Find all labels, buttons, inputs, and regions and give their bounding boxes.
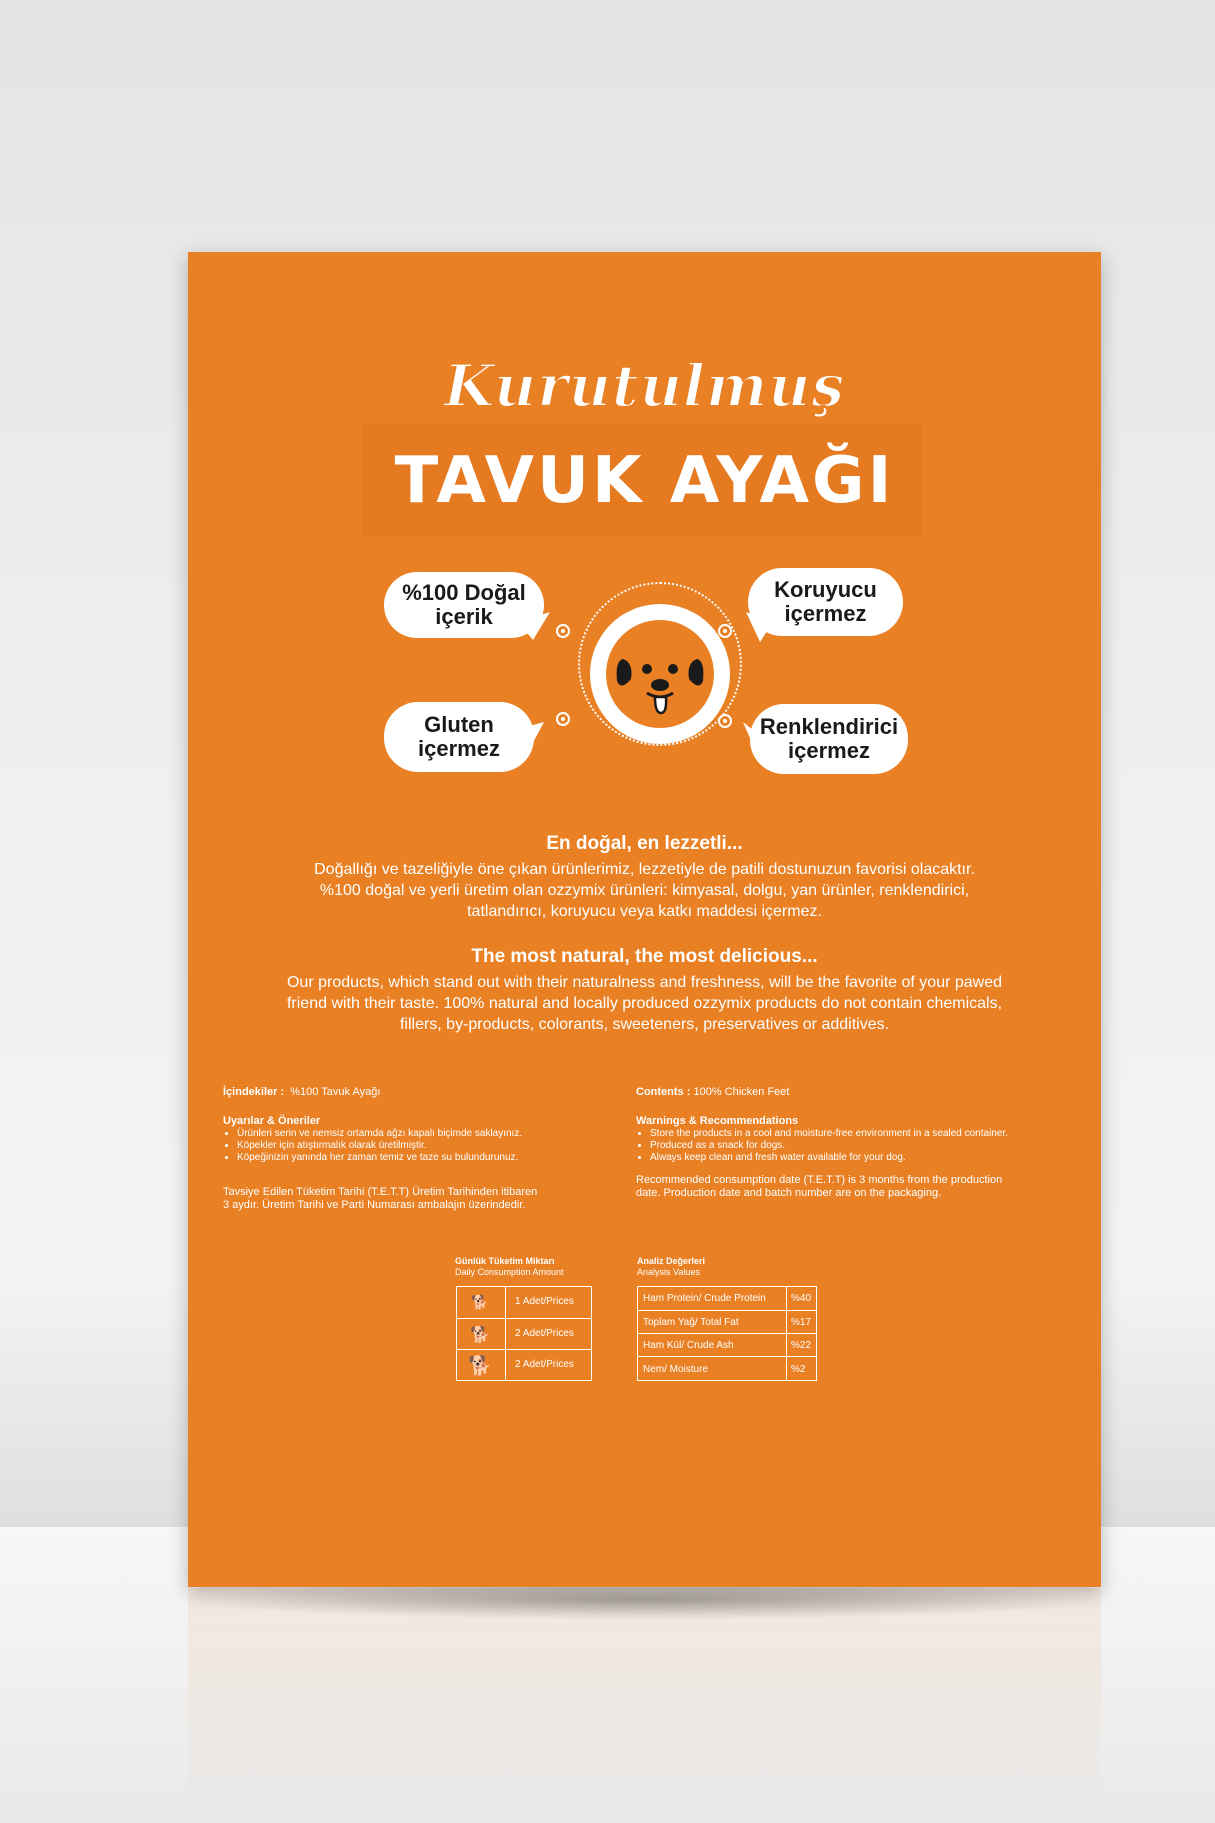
connector-dot-tr <box>718 624 732 638</box>
turkish-line: tatlandırıcı, koruyucu veya katkı maddesi içermez. <box>467 903 822 920</box>
expiry-en-line1: Recommended consumption date (T.E.T.T) is 3 months from the production <box>636 1174 1003 1186</box>
list-item: • Always keep clean and fresh water available for your dog. <box>650 1152 1010 1164</box>
analysis-value: %17 <box>791 1317 812 1328</box>
expiry-en-line2: date. Production date and batch number are on the packaging. <box>636 1187 942 1199</box>
table-row <box>457 1318 591 1349</box>
feature-natural-line2: içerik <box>435 604 493 629</box>
consumption-title: Günlük Tüketim Miktarı <box>455 1256 555 1266</box>
table-row <box>638 1310 816 1333</box>
connector-dot-tl <box>556 624 570 638</box>
analysis-title-block <box>637 1256 797 1278</box>
bubble-tails <box>188 252 1101 852</box>
table-row <box>457 1287 591 1318</box>
table-row <box>638 1333 816 1356</box>
turkish-line: %100 doğal ve yerli üretim olan ozzymix ürünleri: kimyasal, dolgu, yan ürünler, renklendirici, <box>319 882 970 899</box>
list-item: • Köpekler için atıştırmalık olarak üretilmiştir. <box>237 1140 613 1152</box>
analysis-value: %2 <box>791 1364 806 1375</box>
script-title: Kurutulmuş <box>443 352 846 420</box>
turkish-line: Doğallığı ve tazeliğiyle öne çıkan ürünlerimiz, lezzetiyle de patili dostunuzun favorisi olacaktır. <box>314 861 975 878</box>
expiry-tr-line2: 3 aydır. Üretim Tarihi ve Parti Numarası ambalajın üzerindedir. <box>223 1199 526 1211</box>
turkish-heading: En doğal, en lezzetli... <box>546 833 743 854</box>
analysis-label: Ham Protein/ Crude Protein <box>643 1293 766 1304</box>
analysis-title: Analiz Değerleri <box>637 1256 706 1266</box>
feature-colorant-line2: içermez <box>788 738 870 763</box>
english-heading: The most natural, the most delicious... <box>471 946 818 967</box>
dog-small-icon: 🐕 <box>471 1294 489 1310</box>
analysis-value: %40 <box>791 1293 812 1304</box>
list-item: • Produced as a snack for dogs. <box>650 1140 1010 1152</box>
analysis-subtitle: Analysis Values <box>637 1267 700 1277</box>
main-title: TAVUK AYAĞI <box>394 444 895 518</box>
connector-dot-bl <box>556 712 570 726</box>
list-item: • Köpeğinizin yanında her zaman temiz ve taze su bulundurunuz. <box>237 1152 613 1164</box>
dog-large-icon: 🐕 <box>468 1356 492 1377</box>
warnings-title-en: Warnings & Recommendations <box>636 1115 799 1127</box>
contents-line <box>636 1086 1076 1099</box>
english-line: Our products, which stand out with their naturalness and freshness, will be the favorite of your pawed <box>286 974 1003 991</box>
contents-value: 100% Chicken Feet <box>693 1086 790 1098</box>
feature-natural-line1: %100 Doğal <box>402 580 526 605</box>
consumption-table <box>456 1286 592 1381</box>
consumption-subtitle: Daily Consumption Amount <box>455 1267 564 1277</box>
ingredients-value: %100 Tavuk Ayağı <box>290 1086 381 1098</box>
right-info <box>636 1086 1076 1200</box>
table-row <box>638 1287 816 1310</box>
consumption-cell: 2 Adet/Prices <box>515 1328 574 1339</box>
feature-preservative-line1: Koruyucu <box>774 577 877 602</box>
left-info <box>223 1086 613 1212</box>
dog-face-icon <box>605 619 715 729</box>
table-row <box>457 1349 591 1380</box>
english-paragraph <box>218 972 1071 1035</box>
analysis-label: Nem/ Moisture <box>643 1364 709 1375</box>
list-item: • Store the products in a cool and moisture-free environment in a sealed container. <box>650 1128 1010 1140</box>
analysis-value: %22 <box>791 1340 812 1351</box>
ingredients-label: İçindekiler : <box>223 1086 285 1098</box>
turkish-paragraph <box>218 859 1071 922</box>
connector-dot-br <box>718 714 732 728</box>
product-back-panel <box>188 252 1101 1587</box>
warnings-title-tr: Uyarılar & Öneriler <box>223 1115 321 1127</box>
analysis-table <box>637 1286 817 1381</box>
contents-label: Contents : <box>636 1086 691 1098</box>
feature-gluten-line1: Gluten <box>424 712 494 737</box>
ingredients-line <box>223 1086 613 1099</box>
feature-gluten-line2: içermez <box>418 736 500 761</box>
list-item: • Ürünleri serin ve nemsiz ortamda ağzı kapalı biçimde saklayınız. <box>237 1128 613 1140</box>
expiry-tr-line1: Tavsiye Edilen Tüketim Tarihi (T.E.T.T) Üretim Tarihinden itibaren <box>223 1186 538 1198</box>
reflection <box>188 1588 1101 1823</box>
consumption-cell: 2 Adet/Prices <box>515 1359 574 1370</box>
analysis-label: Toplam Yağ/ Total Fat <box>643 1317 739 1328</box>
english-line: fillers, by-products, colorants, sweeteners, preservatives or additives. <box>399 1016 890 1033</box>
consumption-title-block <box>455 1256 615 1278</box>
dog-medium-icon: 🐕 <box>470 1327 490 1344</box>
consumption-cell: 1 Adet/Prices <box>515 1296 574 1307</box>
english-line: friend with their taste. 100% natural and locally produced ozzymix products do not contain chemicals, <box>286 995 1003 1012</box>
analysis-label: Ham Kül/ Crude Ash <box>643 1340 734 1351</box>
feature-preservative-line2: içermez <box>784 601 867 626</box>
warnings-list-en <box>636 1128 1010 1164</box>
table-row <box>638 1356 816 1380</box>
warnings-list-tr <box>223 1128 613 1164</box>
feature-colorant-line1: Renklendirici <box>759 714 899 739</box>
